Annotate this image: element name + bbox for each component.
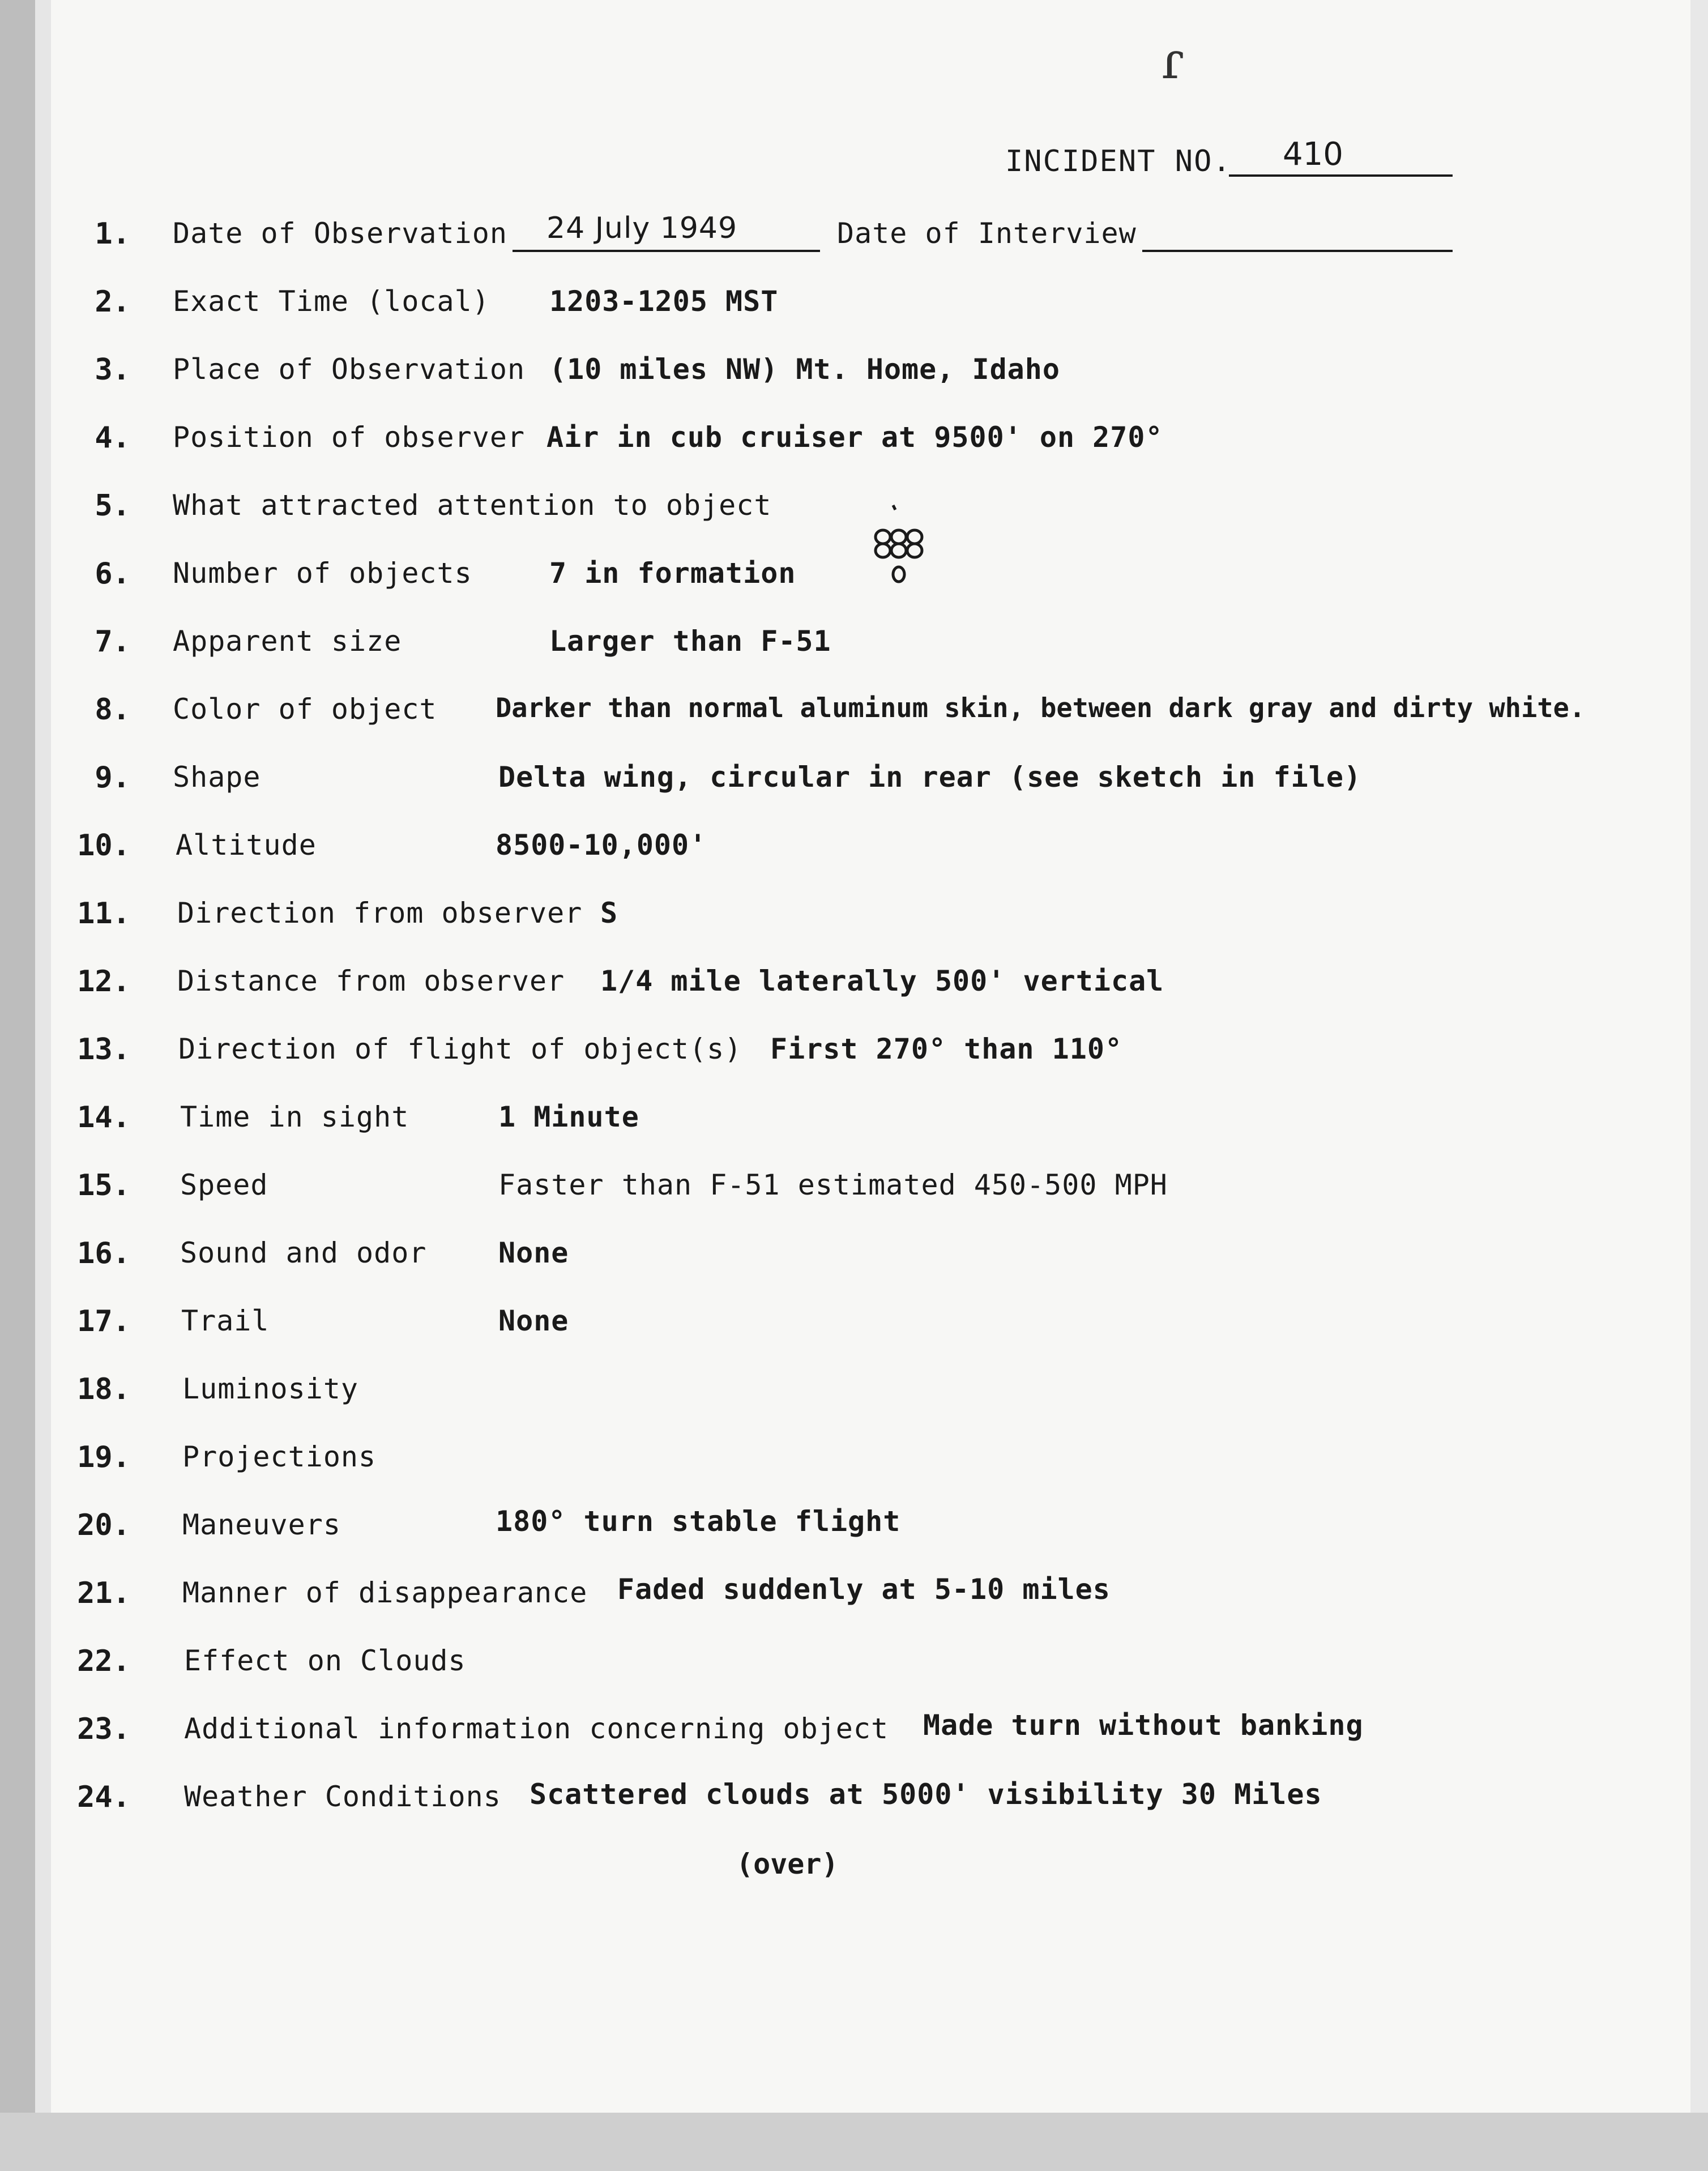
form-row (0, 1709, 1708, 1763)
field-value: Air in cub cruiser at 9500' on 270° (546, 421, 1163, 454)
field-number: 3. (95, 353, 130, 387)
field-number: 15. (77, 1168, 130, 1202)
pen-tick-mark: ɾ (1161, 31, 1184, 91)
form-row (0, 557, 1708, 608)
field-value: 7 in formation (549, 557, 796, 590)
form-row (0, 1644, 1708, 1695)
field-label: Time in sight (180, 1101, 409, 1133)
field-value: 1/4 mile laterally 500' vertical (600, 965, 1164, 997)
form-row (0, 1101, 1708, 1151)
field-value: (10 miles NW) Mt. Home, Idaho (549, 353, 1060, 386)
field-label-secondary: Date of Interview (837, 217, 1137, 250)
field-label: Color of object (173, 693, 437, 726)
field-number: 4. (95, 421, 130, 455)
form-row (0, 285, 1708, 336)
field-value: Faded suddenly at 5-10 miles (617, 1573, 1111, 1606)
field-number: 5. (95, 489, 130, 523)
field-label: Additional information concerning object (184, 1712, 889, 1745)
field-value: 1 Minute (498, 1101, 639, 1133)
field-label: Trail (181, 1304, 270, 1337)
form-row (0, 761, 1708, 812)
field-label: Weather Conditions (184, 1780, 501, 1813)
field-value: None (498, 1304, 569, 1337)
field-number: 1. (95, 217, 130, 251)
field-number: 13. (77, 1033, 130, 1067)
field-number: 2. (95, 285, 130, 319)
form-row (0, 1236, 1708, 1287)
field-label: Place of Observation (173, 353, 526, 386)
form-row (0, 1372, 1708, 1423)
field-value: Darker than normal aluminum skin, between dark gray and dirty white. (496, 693, 1586, 724)
field-number: 12. (77, 965, 130, 999)
field-value: Scattered clouds at 5000' visibility 30 Miles (530, 1778, 1322, 1811)
field-number: 20. (77, 1508, 130, 1542)
form-row (0, 211, 1708, 268)
field-number: 6. (95, 557, 130, 591)
field-value: S (600, 897, 618, 929)
form-row (0, 489, 1708, 540)
field-value: 8500-10,000' (496, 829, 707, 861)
field-label: Position of observer (173, 421, 526, 454)
field-label: Speed (180, 1168, 268, 1201)
field-label: Manner of disappearance (182, 1576, 588, 1609)
form-row (0, 353, 1708, 404)
field-label: Luminosity (182, 1372, 359, 1405)
field-label: Apparent size (173, 625, 402, 658)
date-of-interview-field (1142, 210, 1453, 252)
field-number: 24. (77, 1780, 130, 1814)
form-row (0, 1440, 1708, 1491)
field-number: 22. (77, 1644, 130, 1678)
field-label: Direction of flight of object(s) (178, 1033, 742, 1065)
field-label: Number of objects (173, 557, 472, 590)
over-label: (over) (736, 1848, 839, 1880)
field-number: 18. (77, 1372, 130, 1406)
field-number: 21. (77, 1576, 130, 1610)
field-number: 11. (77, 897, 130, 931)
field-label: Sound and odor (180, 1236, 427, 1269)
formation-sketch-icon (869, 504, 926, 606)
field-label: Exact Time (local) (173, 285, 490, 318)
field-value: Delta wing, circular in rear (see sketch in file) (498, 761, 1362, 794)
field-value: Faster than F-51 estimated 450-500 MPH (498, 1168, 1168, 1201)
field-number: 23. (77, 1712, 130, 1746)
incident-number-field: 410 (1229, 136, 1453, 177)
field-label: Shape (173, 761, 261, 794)
form-row (0, 1304, 1708, 1355)
field-number: 8. (95, 693, 130, 727)
form-row (0, 1573, 1708, 1627)
field-label: Date of Observation (173, 217, 507, 250)
field-value: Larger than F-51 (549, 625, 831, 658)
form-row (0, 1505, 1708, 1559)
form-row (0, 829, 1708, 880)
field-value: Made turn without banking (923, 1709, 1364, 1742)
field-number: 14. (77, 1101, 130, 1134)
field-label: What attracted attention to object (173, 489, 772, 522)
field-label: Direction from observer (177, 897, 583, 929)
form-row (0, 1780, 1708, 1831)
field-number: 19. (77, 1440, 130, 1474)
incident-label: INCIDENT NO. (1005, 144, 1232, 178)
form-row (0, 1033, 1708, 1084)
field-number: 17. (77, 1304, 130, 1338)
scan-edge-bottom (0, 2113, 1708, 2171)
field-value: First 270° than 110° (770, 1033, 1123, 1065)
field-value: 24 July 1949 (546, 211, 738, 245)
field-number: 16. (77, 1236, 130, 1270)
field-label: Effect on Clouds (184, 1644, 466, 1677)
field-label: Maneuvers (182, 1508, 341, 1541)
field-number: 9. (95, 761, 130, 795)
field-value: 180° turn stable flight (496, 1505, 901, 1538)
form-row (0, 693, 1708, 744)
form-row (0, 965, 1708, 1016)
field-label: Projections (182, 1440, 377, 1473)
field-label: Distance from observer (177, 965, 565, 997)
field-label: Altitude (176, 829, 317, 861)
form-row (0, 625, 1708, 676)
field-number: 10. (77, 829, 130, 863)
form-row (0, 421, 1708, 472)
field-value: None (498, 1236, 569, 1269)
field-number: 7. (95, 625, 130, 659)
form-row (0, 897, 1708, 948)
field-value: 1203-1205 MST (549, 285, 779, 318)
form-row (0, 1168, 1708, 1219)
